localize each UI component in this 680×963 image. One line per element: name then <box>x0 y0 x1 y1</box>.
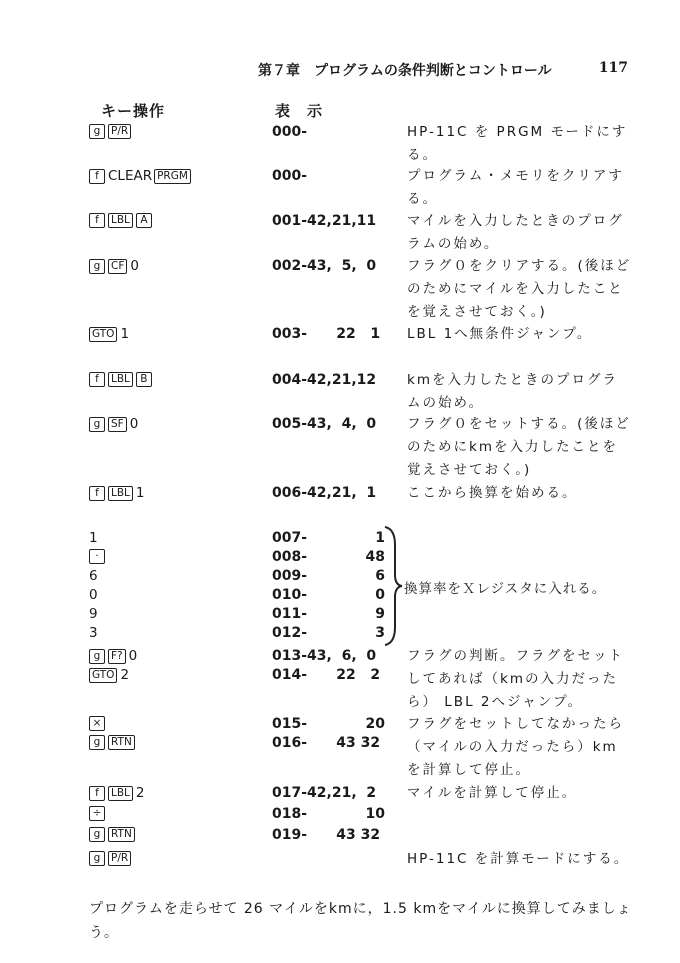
key-sequence <box>89 587 98 603</box>
chapter-title: 第７章 プログラムの条件判断とコントロール <box>258 63 552 79</box>
calculator-key: B <box>136 372 152 387</box>
calculator-key: LBL <box>108 372 133 387</box>
key-digit: 1 <box>135 485 145 501</box>
calculator-key: RTN <box>108 827 135 842</box>
calculator-key: g <box>89 124 105 139</box>
step-description: プログラム・メモリをクリアする。 <box>407 168 624 207</box>
display-readout: 000- <box>272 124 308 140</box>
calculator-key: PRGM <box>154 169 191 184</box>
key-sequence <box>89 806 106 821</box>
calculator-key: g <box>89 259 105 274</box>
step-description: HP-11C を PRGM モードにする。 <box>407 124 628 163</box>
key-sequence <box>89 416 138 432</box>
calculator-key: GTO <box>89 668 117 683</box>
key-sequence <box>89 326 129 342</box>
step-description: フラグ０をクリアする。(後ほどのためにマイルを入力したことを覚えさせておく。) <box>407 258 632 320</box>
display-readout: 003- 22 1 <box>272 326 381 342</box>
running-header <box>258 60 628 80</box>
calculator-key: LBL <box>108 213 133 228</box>
display-readout: 018- 10 <box>272 806 386 822</box>
calculator-key: f <box>89 786 105 801</box>
key-sequence <box>89 485 145 501</box>
key-sequence <box>89 785 145 801</box>
key-digit: 1 <box>89 530 98 546</box>
display-readout: 002-43, 5, 0 <box>272 258 377 274</box>
calculator-key: f <box>89 213 105 228</box>
calculator-key: CF <box>108 259 127 274</box>
key-digit: CLEAR <box>108 168 153 184</box>
key-digit: 2 <box>135 785 145 801</box>
key-digit: 1 <box>120 326 130 342</box>
display-readout: 001-42,21,11 <box>272 213 377 229</box>
key-sequence <box>89 648 137 664</box>
display-readout: 015- 20 <box>272 716 386 732</box>
key-sequence <box>89 735 136 750</box>
key-sequence <box>89 213 153 228</box>
calculator-key: × <box>89 716 105 731</box>
key-digit: 0 <box>128 648 138 664</box>
calculator-key: LBL <box>108 786 133 801</box>
calculator-key: ÷ <box>89 806 105 821</box>
calculator-key: g <box>89 735 105 750</box>
display-readout: 016- 43 32 <box>272 735 381 751</box>
display-readout: 004-42,21,12 <box>272 372 377 388</box>
calculator-key: LBL <box>108 486 133 501</box>
key-sequence <box>89 168 192 184</box>
calculator-key: F? <box>108 649 126 664</box>
display-readout: 006-42,21, 1 <box>272 485 377 501</box>
calculator-key: f <box>89 486 105 501</box>
calculator-key: P/R <box>108 851 131 866</box>
calculator-key: SF <box>108 417 127 432</box>
key-digit: 6 <box>89 568 98 584</box>
bracket-brace <box>383 525 403 647</box>
calculator-key: · <box>89 549 105 564</box>
column-header-display: 表 示 <box>275 102 324 120</box>
calculator-key: RTN <box>108 735 135 750</box>
display-readout: 019- 43 32 <box>272 827 381 843</box>
key-digit: 0 <box>130 258 139 274</box>
display-readout: 010- 0 <box>272 587 386 603</box>
display-readout: 017-42,21, 2 <box>272 785 377 801</box>
calculator-key: A <box>136 213 152 228</box>
calculator-key: GTO <box>89 327 117 342</box>
key-digit: 2 <box>120 667 130 683</box>
page-number: 117 <box>598 60 628 76</box>
key-digit: 9 <box>89 606 98 622</box>
key-sequence <box>89 124 132 139</box>
calculator-key: g <box>89 417 105 432</box>
key-sequence <box>89 530 98 546</box>
footer-paragraph: プログラムを走らせて 26 マイルをkmに，1.5 kmをマイルに換算してみましょう。 <box>89 901 632 941</box>
step-description: マイルを入力したときのプログラムの始め。 <box>407 213 624 252</box>
key-sequence <box>89 827 136 842</box>
display-readout: 005-43, 4, 0 <box>272 416 377 432</box>
step-description: フラグの判断。フラグをセットしてあれば（kmの入力だったら） LBL 2へジャンプ。 <box>407 648 624 710</box>
key-sequence <box>89 372 153 387</box>
step-description: マイルを計算して停止。 <box>407 785 578 801</box>
display-readout: 009- 6 <box>272 568 386 584</box>
key-digit: 3 <box>89 625 98 641</box>
key-sequence <box>89 258 139 274</box>
calculator-key: f <box>89 372 105 387</box>
display-readout: 014- 22 2 <box>272 667 381 683</box>
display-readout: 007- 1 <box>272 530 386 546</box>
key-sequence <box>89 667 129 683</box>
step-description: LBL 1へ無条件ジャンプ。 <box>407 326 593 342</box>
calculator-key: g <box>89 827 105 842</box>
calculator-key: f <box>89 169 105 184</box>
key-sequence <box>89 716 106 731</box>
display-readout: 000- <box>272 168 308 184</box>
display-readout: 008- 48 <box>272 549 386 565</box>
calculator-key: g <box>89 649 105 664</box>
key-digit: 0 <box>129 416 139 432</box>
column-header-keys: キー操作 <box>101 102 166 120</box>
key-sequence <box>89 851 132 866</box>
step-description: kmを入力したときのプログラムの始め。 <box>407 372 618 411</box>
step-description: HP-11C を計算モードにする。 <box>407 851 630 867</box>
key-digit: 0 <box>89 587 98 603</box>
key-sequence <box>89 568 98 584</box>
display-readout: 011- 9 <box>272 606 386 622</box>
key-sequence <box>89 606 98 622</box>
bracket-note: 換算率をＸレジスタに入れる。 <box>404 581 607 597</box>
display-readout: 012- 3 <box>272 625 386 641</box>
calculator-key: g <box>89 851 105 866</box>
display-readout: 013-43, 6, 0 <box>272 648 377 664</box>
step-description: フラグをセットしてなかったら（マイルの入力だったら）kmを計算して停止。 <box>407 716 624 778</box>
step-description: ここから換算を始める。 <box>407 485 578 501</box>
key-sequence <box>89 625 98 641</box>
calculator-key: P/R <box>108 124 131 139</box>
step-description: フラグ０をセットする。(後ほどのためにkmを入力したことを覚えさせておく。) <box>407 416 631 478</box>
key-sequence <box>89 549 106 564</box>
